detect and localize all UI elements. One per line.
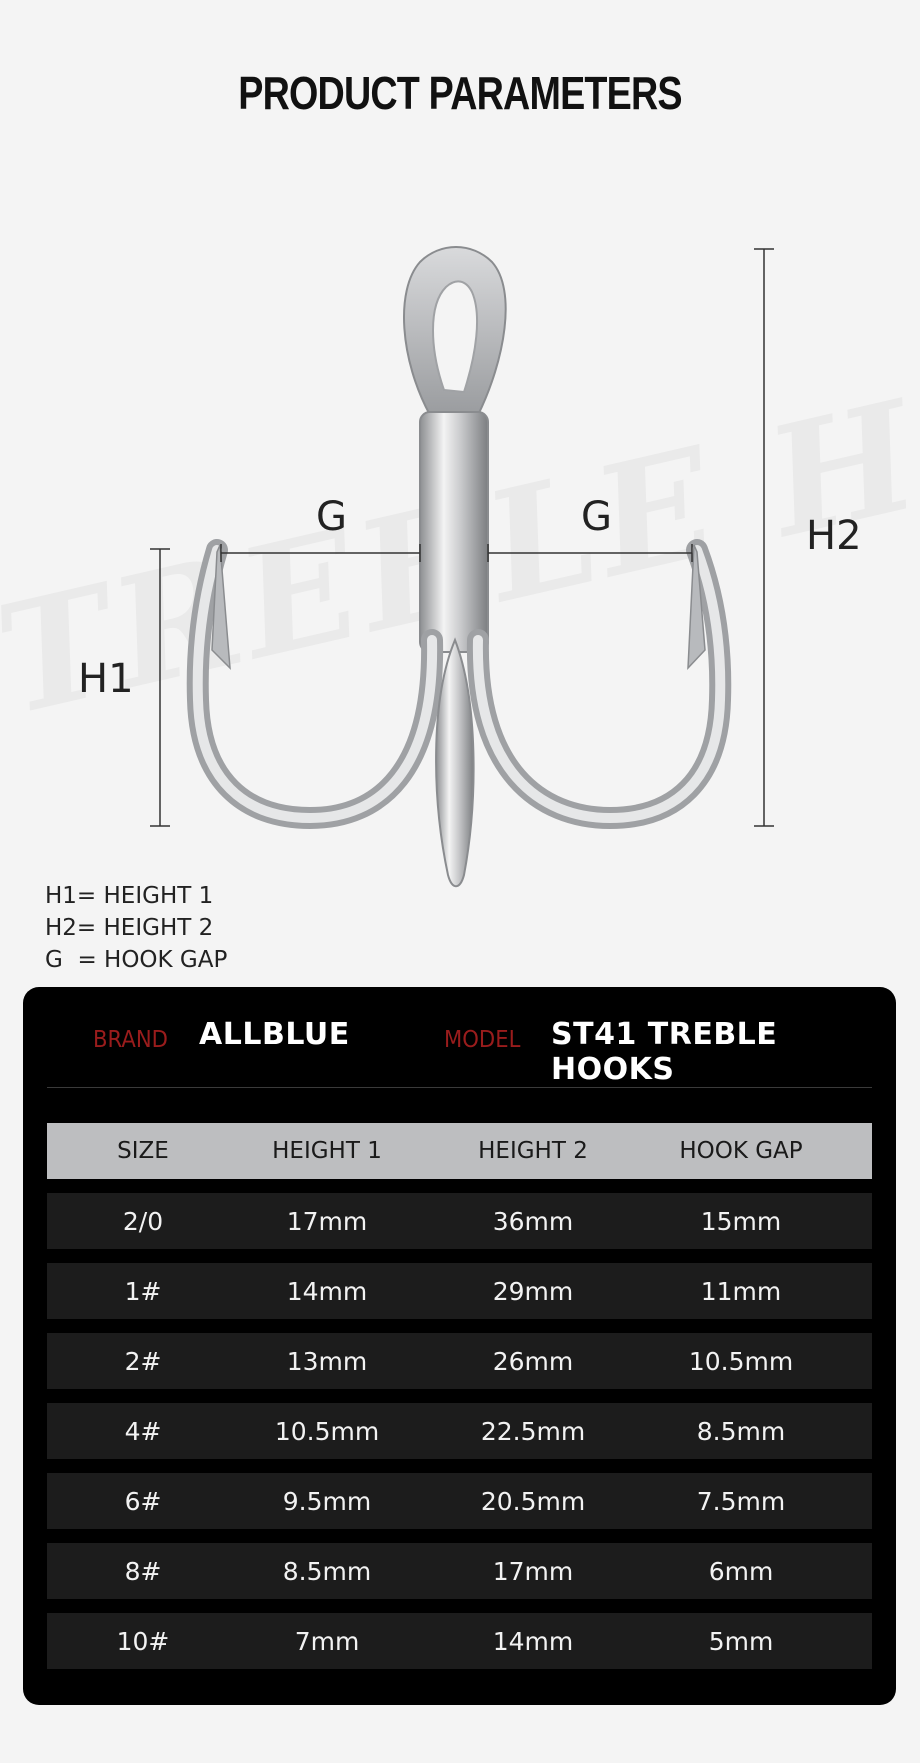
cell-height2: 17mm — [492, 1556, 574, 1586]
cell-size: 10# — [116, 1626, 170, 1656]
column-header-height1: HEIGHT 1 — [272, 1138, 382, 1164]
table-row — [47, 1333, 872, 1389]
cell-height1: 13mm — [286, 1346, 368, 1376]
height1-label: H1 — [78, 656, 134, 702]
gap-dimension-right — [488, 544, 692, 562]
height1-dimension — [150, 549, 170, 826]
page-title: PRODUCT PARAMETERS — [238, 67, 682, 119]
legend-h2: H2= HEIGHT 2 — [45, 915, 214, 941]
brand-model-row — [23, 987, 896, 1087]
table-header — [47, 1123, 872, 1179]
table-row — [47, 1543, 872, 1599]
treble-hook-icon — [198, 247, 721, 886]
table-row — [47, 1403, 872, 1459]
cell-height2: 20.5mm — [480, 1486, 586, 1516]
cell-hook-gap: 15mm — [700, 1206, 782, 1236]
cell-size: 2# — [124, 1346, 162, 1376]
cell-height1: 14mm — [286, 1276, 368, 1306]
cell-size: 4# — [124, 1416, 162, 1446]
model-value: ST41 TREBLE HOOKS — [551, 1017, 778, 1087]
cell-hook-gap: 6mm — [708, 1556, 774, 1586]
gap-label-left: G — [316, 494, 347, 540]
cell-height1: 10.5mm — [274, 1416, 380, 1446]
height2-dimension — [754, 249, 774, 826]
spec-table — [47, 1123, 872, 1683]
cell-hook-gap: 11mm — [700, 1276, 782, 1306]
divider — [47, 1087, 872, 1088]
table-row — [47, 1263, 872, 1319]
cell-height1: 7mm — [294, 1626, 360, 1656]
hook-shank — [420, 412, 488, 652]
legend-g: G = HOOK GAP — [45, 947, 228, 973]
cell-size: 1# — [124, 1276, 162, 1306]
cell-height1: 17mm — [286, 1206, 368, 1236]
cell-height2: 36mm — [492, 1206, 574, 1236]
brand-label: BRAND — [93, 1027, 168, 1053]
column-header-hook-gap: HOOK GAP — [679, 1138, 803, 1164]
cell-height1: 8.5mm — [282, 1556, 372, 1586]
cell-height2: 14mm — [492, 1626, 574, 1656]
legend-h1: H1= HEIGHT 1 — [45, 883, 214, 909]
cell-size: 2/0 — [122, 1206, 164, 1236]
cell-hook-gap: 7.5mm — [696, 1486, 786, 1516]
cell-hook-gap: 10.5mm — [688, 1346, 794, 1376]
column-header-height2: HEIGHT 2 — [478, 1138, 588, 1164]
cell-height2: 26mm — [492, 1346, 574, 1376]
hook-diagram — [0, 230, 920, 910]
cell-size: 8# — [124, 1556, 162, 1586]
table-row — [47, 1193, 872, 1249]
cell-hook-gap: 5mm — [708, 1626, 774, 1656]
column-header-size: SIZE — [117, 1138, 169, 1164]
cell-hook-gap: 8.5mm — [696, 1416, 786, 1446]
gap-label-right: G — [581, 494, 612, 540]
height2-label: H2 — [806, 513, 862, 559]
cell-height2: 22.5mm — [480, 1416, 586, 1446]
cell-size: 6# — [124, 1486, 162, 1516]
cell-height2: 29mm — [492, 1276, 574, 1306]
table-row — [47, 1613, 872, 1669]
brand-value: ALLBLUE — [199, 1017, 350, 1052]
dimension-legend — [45, 880, 227, 976]
table-row — [47, 1473, 872, 1529]
gap-dimension-left — [221, 544, 420, 562]
cell-height1: 9.5mm — [282, 1486, 372, 1516]
model-label: MODEL — [444, 1027, 521, 1053]
spec-panel — [23, 987, 896, 1705]
